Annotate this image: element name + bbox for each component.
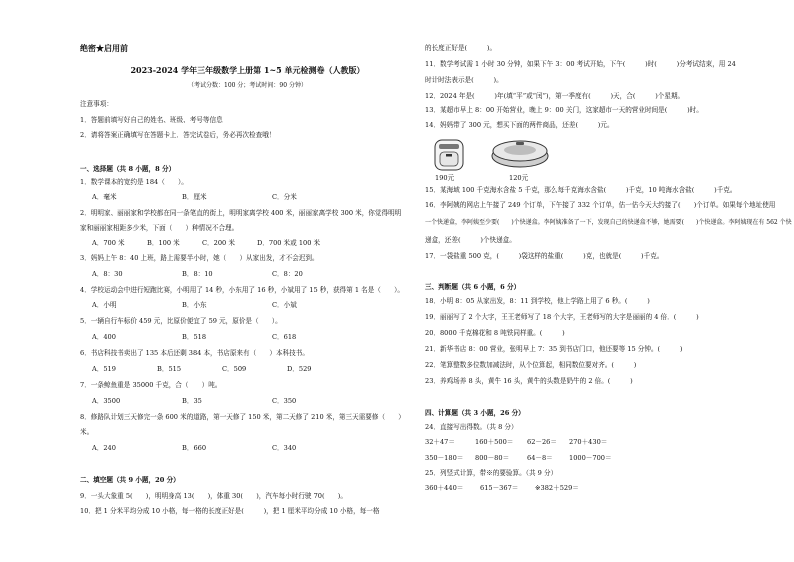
electric-pan-image bbox=[489, 134, 551, 174]
calc-row-2 bbox=[425, 454, 612, 462]
calc-item: 64－8＝ bbox=[527, 454, 553, 462]
calc-row-1 bbox=[425, 438, 607, 446]
option-b: B．518 bbox=[182, 333, 207, 341]
question-17: 17．一袋盐重 500 克，( )袋这样的盐重( )克，也就是( )千克。 bbox=[425, 252, 664, 260]
option-d: D．529 bbox=[287, 365, 312, 373]
calc-item: 1000－700＝ bbox=[569, 454, 612, 462]
calc-item: 160＋500＝ bbox=[475, 438, 514, 446]
option-d: D．700 米或 100 米 bbox=[257, 239, 321, 247]
secret-label: 绝密★启用前 bbox=[80, 43, 128, 53]
calc-item: 615－367＝ bbox=[480, 484, 519, 492]
question-2-line-2: 家和丽丽家相距多少米，下面（ ）种情况不合理。 bbox=[80, 224, 239, 232]
option-b: B．35 bbox=[182, 397, 202, 405]
question-1: 1．数学课本的宽约是 184（ ）。 bbox=[80, 178, 188, 186]
question-14: 14．妈妈带了 300 元，想买下面的两件商品，还差( )元。 bbox=[425, 121, 614, 129]
calc-item: 62－26＝ bbox=[527, 438, 557, 446]
question-15: 15．某海域 100 千克海水含盐 5 千克，那么每千克海水含盐( )千克，10 吨海水含盐( )千克。 bbox=[425, 186, 737, 194]
question-4: 4．学校运动会中进行短跑比赛，小明用了 14 秒，小东用了 16 秒，小斌用了 15 秒，获得第 1 名是（ ）。 bbox=[80, 286, 404, 294]
question-22: 22．笔算整数多位数加减法时，从个位算起，相同数位要对齐。( ) bbox=[425, 361, 637, 369]
option-c: C．340 bbox=[272, 444, 297, 452]
question-12: 12．2024 年是( )年(填“平”或“闰”)，第一季度有( )天，合( )个星期。 bbox=[425, 92, 685, 100]
note-1: 1．答题前填写好自己的姓名、班级、考号等信息 bbox=[80, 116, 223, 124]
question-10: 10．把 1 分米平均分成 10 小格，每一格的长度正好是( )，把 1 厘米平均分成 10 小格，每一格 bbox=[80, 507, 380, 515]
option-c: C．200 米 bbox=[202, 239, 235, 247]
question-6: 6．书店科技书卖出了 135 本后还剩 384 本，书店原来有（ ）本科技书。 bbox=[80, 349, 309, 357]
question-8-options bbox=[80, 444, 296, 452]
section-title-choice: 一、选择题（共 8 小题，8 分） bbox=[80, 165, 176, 173]
question-16-line-3: 递盒，还差( )个快递盒。 bbox=[425, 236, 516, 244]
question-11-line-1: 11．数学考试需 1 小时 30 分钟，如果下午 3：00 考试开始，下午( )时( )分考试结束，用 24 bbox=[425, 60, 736, 68]
question-10-line-2: 的长度正好是( )。 bbox=[425, 44, 497, 52]
calc-item: ※382＋529＝ bbox=[535, 484, 579, 492]
notes-label: 注意事项： bbox=[80, 100, 113, 108]
option-c: C．618 bbox=[272, 333, 297, 341]
option-a: A．小明 bbox=[92, 301, 117, 309]
calc-item: 350－180＝ bbox=[425, 454, 464, 462]
option-c: C．509 bbox=[222, 365, 247, 373]
option-a: A．3500 bbox=[92, 397, 121, 405]
section-title-fill: 二、填空题（共 9 小题，20 分） bbox=[80, 476, 180, 484]
option-a: A．毫米 bbox=[92, 193, 117, 201]
question-2-options bbox=[80, 239, 320, 247]
question-9: 9．一头大象重 5( )，明明身高 13( )，体重 30( )，汽车每小时行驶 70( )。 bbox=[80, 492, 347, 500]
option-a: A．240 bbox=[92, 444, 116, 452]
price-2: 120元 bbox=[509, 174, 529, 182]
page-title: 2023-2024 学年三年级数学上册第 1~5 单元检测卷（人教版） bbox=[130, 65, 365, 75]
question-11-line-2: 时计时法表示是( )。 bbox=[425, 76, 503, 84]
option-b: B．小东 bbox=[182, 301, 207, 309]
question-5-options bbox=[80, 333, 296, 341]
question-7-options bbox=[80, 397, 296, 405]
price-1: 190元 bbox=[435, 174, 455, 182]
question-5: 5．一辆自行车标价 459 元，比原价便宜了 59 元，原价是（ ）。 bbox=[80, 317, 282, 325]
option-b: B．660 bbox=[182, 444, 207, 452]
option-a: A．400 bbox=[92, 333, 116, 341]
question-1-options bbox=[80, 193, 297, 201]
section-title-judge: 三、判断题（共 6 小题，6 分） bbox=[425, 283, 521, 291]
question-16-line-2: 一个快递盒，李阿姨至少要( )个快递盒。李阿姨准备了一下，发现自己的快递盒不够，她需要( )个快递盒。李阿姨现在有 562 个快 bbox=[425, 219, 792, 226]
question-2-line-1: 2．明明家、丽丽家和学校都在同一条笔直的街上，明明家离学校 400 米，丽丽家离学校 300 米，你觉得明明 bbox=[80, 209, 402, 217]
calc-item: 32＋47＝ bbox=[425, 438, 455, 446]
question-23: 23．养鸡场养 8 头，黄牛 16 头，黄牛的头数是奶牛的 2 倍。( ) bbox=[425, 377, 633, 385]
calc-item: 270＋430＝ bbox=[569, 438, 608, 446]
calc-item: 800－80＝ bbox=[475, 454, 510, 462]
question-20: 20．8000 千克棉花和 8 吨铁同样重。( ) bbox=[425, 329, 565, 337]
air-fryer-image bbox=[429, 134, 469, 174]
option-a: A．519 bbox=[92, 365, 116, 373]
option-c: C．小斌 bbox=[272, 301, 297, 309]
option-b: B．100 米 bbox=[147, 239, 180, 247]
question-19: 19．丽丽写了 2 个大字，王王老师写了 18 个大字，王老师写的大字是丽丽的 4 倍．( ) bbox=[425, 313, 699, 321]
section-title-calc: 四、计算题（共 3 小题，26 分） bbox=[425, 409, 525, 417]
exam-info: （考试分数：100 分；考试时间：90 分钟） bbox=[188, 82, 307, 89]
option-a: A．700 米 bbox=[92, 239, 125, 247]
question-4-options bbox=[80, 301, 297, 309]
question-3: 3．妈妈上午 8：40 上班，路上需要半小时，她（ ）从家出发，才不会迟到。 bbox=[80, 254, 319, 262]
option-c: C．分米 bbox=[272, 193, 297, 201]
option-c: C．8：20 bbox=[272, 270, 303, 278]
option-a: A．8：30 bbox=[92, 270, 123, 278]
question-21: 21．新华书店 8：00 营业，张明早上 7：35 到书店门口，他还要等 15 分钟。( ) bbox=[425, 345, 683, 353]
question-3-options bbox=[80, 270, 303, 278]
option-b: B．515 bbox=[157, 365, 182, 373]
note-2: 2．请将答案正确填写在答题卡上．答完试卷后，务必再次检查哦！ bbox=[80, 131, 276, 139]
question-24: 24．直接写出得数。（共 8 分） bbox=[425, 423, 518, 431]
option-c: C．350 bbox=[272, 397, 297, 405]
option-b: B．8：10 bbox=[182, 270, 213, 278]
option-b: B．厘米 bbox=[182, 193, 207, 201]
question-7: 7．一条鲸鱼重是 35000 千克，合（ ）吨。 bbox=[80, 381, 222, 389]
question-6-options bbox=[80, 365, 311, 373]
question-8-line-2: 米。 bbox=[80, 428, 94, 436]
question-18: 18．小明 8：05 从家出发，8：11 到学校，他上学路上用了 6 秒。( ) bbox=[425, 297, 650, 305]
question-13: 13．某超市早上 8：00 开始营业，晚上 9：00 关门，这家超市一天的营业时间是( )时。 bbox=[425, 106, 703, 114]
question-8-line-1: 8．修路队计划三天修完一条 600 米的道路，第一天修了 150 米，第二天修了 210 米，第三天需要修（ ） bbox=[80, 413, 405, 421]
question-16-line-1: 16．李阿姨的网店上午接了 249 个订单，下午接了 332 个订单，估一估今天大约接了( )个订单。如果每个地址使用 bbox=[425, 201, 776, 209]
question-25: 25．列竖式计算，带※的要验算。（共 9 分） bbox=[425, 469, 558, 477]
calc-item: 360＋440＝ bbox=[425, 484, 464, 492]
vertical-calc-row bbox=[425, 484, 579, 492]
